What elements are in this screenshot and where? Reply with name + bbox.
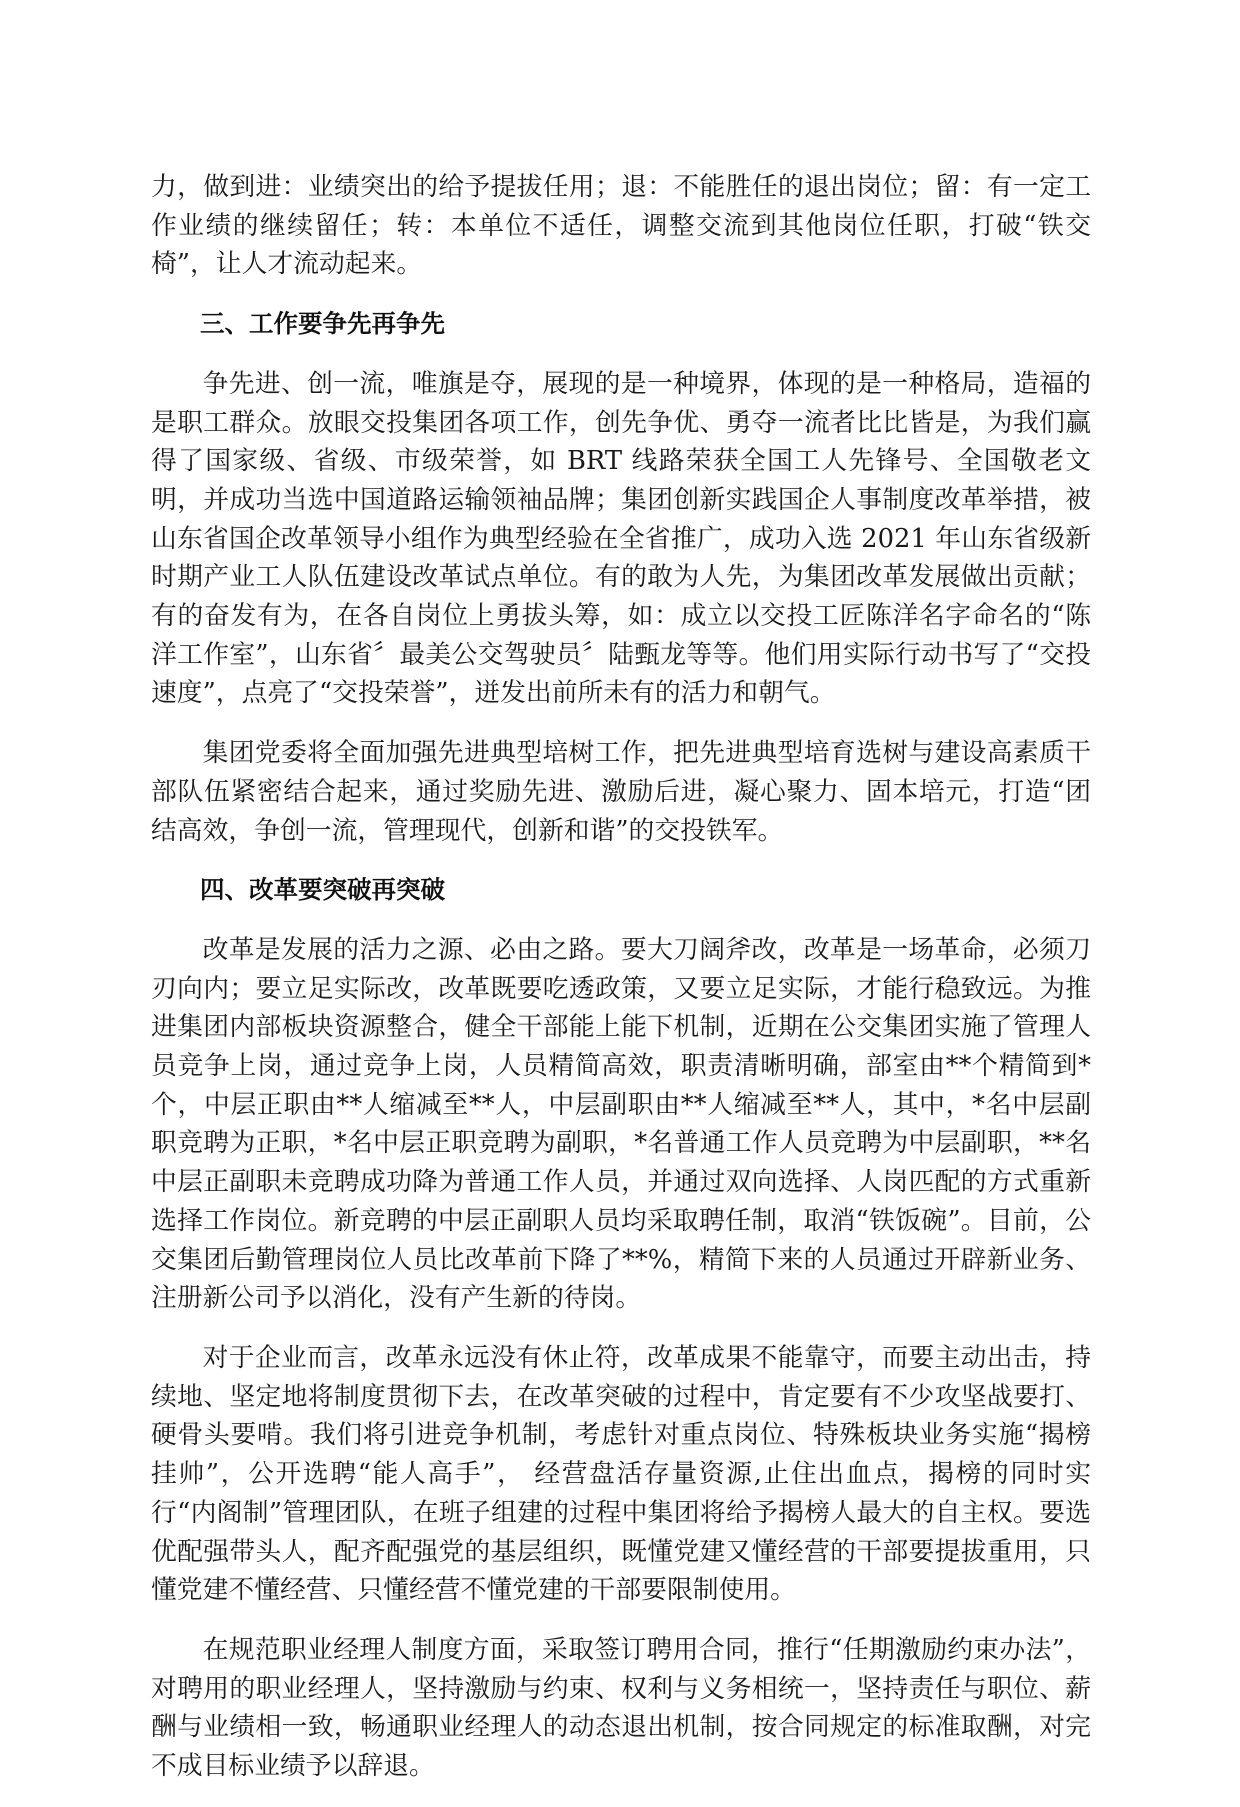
paragraph-continued: 力，做到进：业绩突出的给予提拔任用；退：不能胜任的退出岗位；留：有一定工作业绩的继续留任；转：本单位不适任，调整交流到其他岗位任职，打破“铁交椅”，让人才流动起来。 xyxy=(151,172,1091,280)
section-heading-3: 三、工作要争先再争先 xyxy=(200,309,445,339)
paragraph-4-1: 改革是发展的活力之源、必由之路。要大刀阔斧改，改革是一场革命，必须刀刃向内；要立足实际改，改革既要吃透政策，又要立足实际，才能行稳致远。为推进集团内部板块资源整合，健全干部能上能下机制，近期在公交集团实施了管理人员竞争上岗，通过竞争上岗，人员精简高效，职责清晰明确，部室由**个精简到*个，中层正职由**人缩减至**人，中层副职由**人缩减至**人，其中，*名中层副职竞聘为正职，*名中层正职竞聘为副职，*名普通工作人员竞聘为中层副职，**名中层正副职未竞聘成功降为普通工作人员，并通过双向选择、人岗匹配的方式重新选择工作岗位。新竞聘的中层正副职人员均采取聘任制，取消“铁饭碗”。目前，公交集团后勤管理岗位人员比改革前下降了**%，精简下来的人员通过开辟新业务、注册新公司予以消化，没有产生新的待岗。 xyxy=(151,934,1091,1314)
paragraph-4-2: 对于企业而言，改革永远没有休止符，改革成果不能靠守，而要主动出击，持续地、坚定地将制度贯彻下去，在改革突破的过程中，肯定要有不少攻坚战要打、硬骨头要啃。我们将引进竞争机制，考虑针对重点岗位、特殊板块业务实施“揭榜挂帅”，公开选聘“能人高手”， 经营盘活存量资源,止住出血点，揭榜的同时实行“内阁制”管理团队，在班子组建的过程中集团将给予揭榜人最大的自主权。要选优配强带头人，配齐配强党的基层组织，既懂党建又懂经营的干部要提拔重用，只懂党建不懂经营、只懂经营不懂党建的干部要限制使用。 xyxy=(151,1342,1091,1606)
paragraph-4-3: 在规范职业经理人制度方面，采取签订聘用合同，推行“任期激励约束办法”，对聘用的职业经理人，坚持激励与约束、权利与义务相统一，坚持责任与职位、薪酬与业绩相一致，畅通职业经理人的动态退出机制，按合同规定的标准取酬，对完不成目标业绩予以辞退。 xyxy=(151,1634,1091,1782)
document-page xyxy=(151,168,1091,1807)
paragraph-3-1: 争先进、创一流，唯旗是夺，展现的是一种境界，体现的是一种格局，造福的是职工群众。放眼交投集团各项工作，创先争优、勇夺一流者比比皆是，为我们赢得了国家级、省级、市级荣誉，如 BRT 线路荣获全国工人先锋号、全国敬老文明，并成功当选中国道路运输领袖品牌；集团创新实践国企人事制度改革举措，被山东省国企改革领导小组作为典型经验在全省推广，成功入选 2021 年山东省级新时期产业工人队伍建设改革试点单位。有的敢为人先，为集团改革发展做出贡献；有的奋发有为，在各自岗位上勇拔头筹，如：成立以交投工匠陈洋名字命名的“陈洋工作室”，山东省〞最美公交驾驶员〞陆甄龙等等。他们用实际行动书写了“交投速度”，点亮了“交投荣誉”，迸发出前所未有的活力和朝气。 xyxy=(151,368,1091,709)
paragraph-3-2: 集团党委将全面加强先进典型培树工作，把先进典型培育选树与建设高素质干部队伍紧密结合起来，通过奖励先进、激励后进，凝心聚力、固本培元，打造“团结高效，争创一流，管理现代，创新和谐”的交投铁军。 xyxy=(151,738,1091,846)
section-heading-4: 四、改革要突破再突破 xyxy=(200,875,445,905)
